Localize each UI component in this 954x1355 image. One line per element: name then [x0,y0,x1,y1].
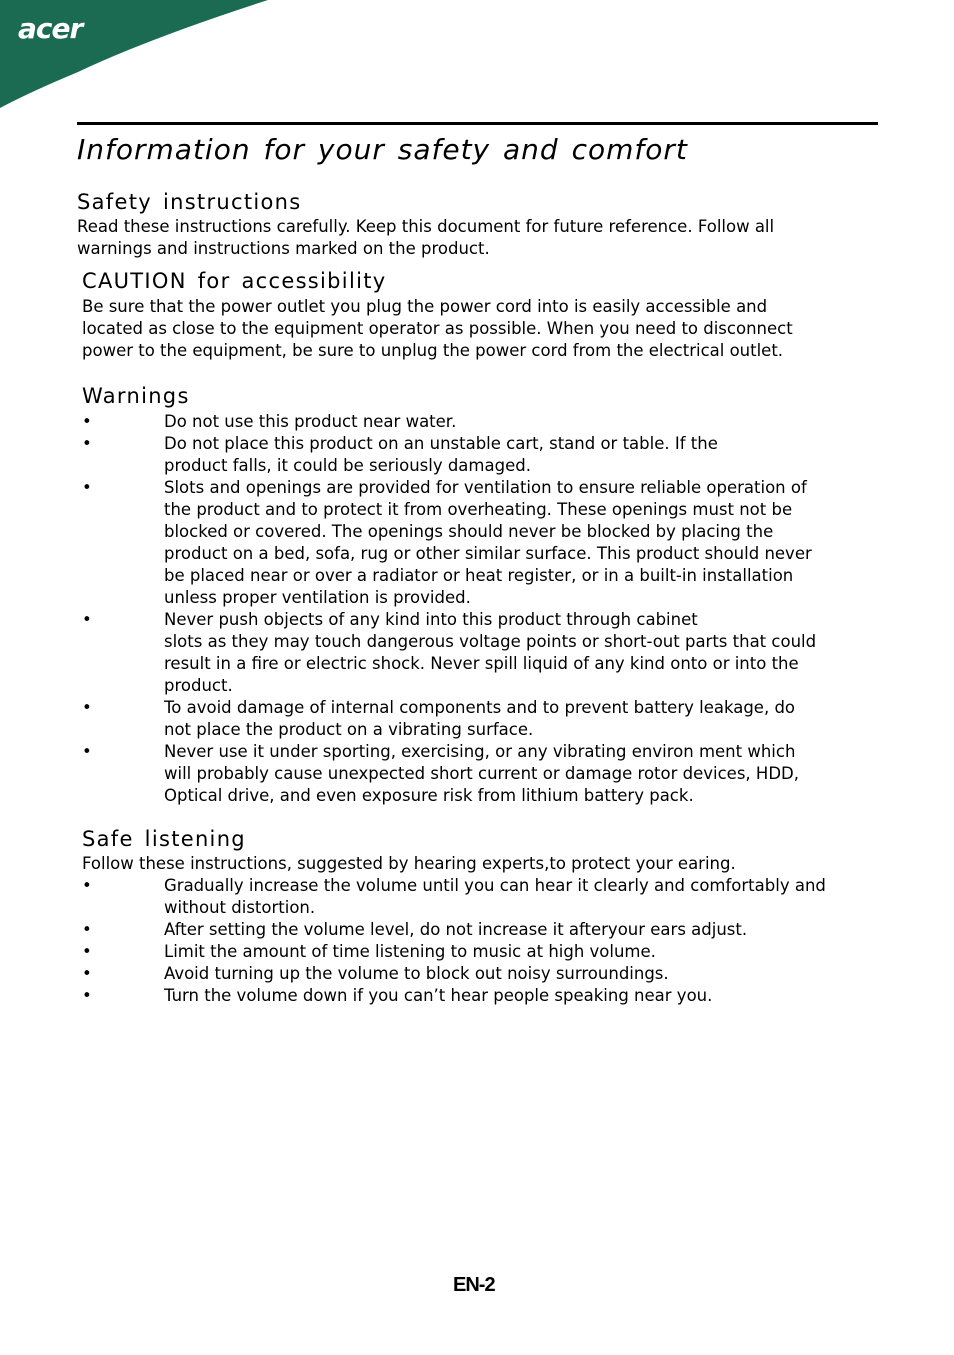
text-line: located as close to the equipment operator as possible. When you need to disconnect [82,319,793,338]
heading-warnings: Warnings [82,384,190,408]
text-line: the product and to protect it from overheating. These openings must not be [164,500,793,519]
safe-listening-intro [82,853,736,875]
text-line: • Limit the amount of time listening to music at high volume. [164,942,656,961]
list-item [82,433,816,477]
text-line: product on a bed, sofa, rug or other similar surface. This product should never [164,544,812,563]
text-line: without distortion. [164,898,316,917]
text-line: • After setting the volume level, do not increase it afteryour ears adjust. [164,920,748,939]
text-line: be placed near or over a radiator or heat register, or in a built-in installation [164,566,794,585]
title-divider [77,122,878,125]
list-item [82,741,816,807]
text-line: Optical drive, and even exposure risk from lithium battery pack. [164,786,694,805]
text-line: will probably cause unexpected short current or damage rotor devices, HDD, [164,764,799,783]
heading-caution-accessibility: CAUTION for accessibility [82,269,387,293]
text-line: Be sure that the power outlet you plug the power cord into is easily accessible and [82,297,768,316]
safe-listening-list [82,875,826,1007]
text-line: • Do not place this product on an unstable cart, stand or table. If the [164,434,718,453]
page-number: EN-2 [453,1274,495,1296]
warnings-list [82,411,816,807]
text-line: product. [164,676,233,695]
text-line: • Gradually increase the volume until you can hear it clearly and comfortably and [164,876,826,895]
list-item [82,477,816,609]
caution-text [82,296,793,362]
text-line: • To avoid damage of internal components and to prevent battery leakage, do [164,698,796,717]
text-line: blocked or covered. The openings should never be blocked by placing the [164,522,774,541]
page-title: Information for your safety and comfort [77,133,688,166]
acer-logo: acer [18,12,83,45]
list-item [82,963,826,985]
safety-instructions-text [77,216,774,260]
text-line: • Avoid turning up the volume to block out noisy surroundings. [164,964,669,983]
text-line: slots as they may touch dangerous voltage points or short-out parts that could [164,632,817,651]
text-line: • Slots and openings are provided for ventilation to ensure reliable operation of [164,478,807,497]
list-item [82,697,816,741]
text-line: • Never use it under sporting, exercising, or any vibrating environ ment which [164,742,796,761]
text-line: result in a fire or electric shock. Never spill liquid of any kind onto or into the [164,654,799,673]
list-item [82,875,826,919]
text-line: not place the product on a vibrating surface. [164,720,534,739]
acer-logo-corner [0,0,280,110]
heading-safety-instructions: Safety instructions [77,190,302,214]
text-line: unless proper ventilation is provided. [164,588,471,607]
list-item [82,411,816,433]
text-line: Follow these instructions, suggested by hearing experts,to protect your earing. [82,854,736,873]
list-item [82,985,826,1007]
text-line: • Do not use this product near water. [164,412,457,431]
list-item [82,919,826,941]
text-line: • Never push objects of any kind into this product through cabinet [164,610,698,629]
text-line: power to the equipment, be sure to unplug the power cord from the electrical outlet. [82,341,784,360]
text-line: • Turn the volume down if you can’t hear people speaking near you. [164,986,713,1005]
text-line: warnings and instructions marked on the product. [77,239,490,258]
text-line: Read these instructions carefully. Keep this document for future reference. Follow all [77,217,775,236]
list-item [82,941,826,963]
text-line: product falls, it could be seriously damaged. [164,456,531,475]
list-item [82,609,816,697]
heading-safe-listening: Safe listening [82,827,246,851]
